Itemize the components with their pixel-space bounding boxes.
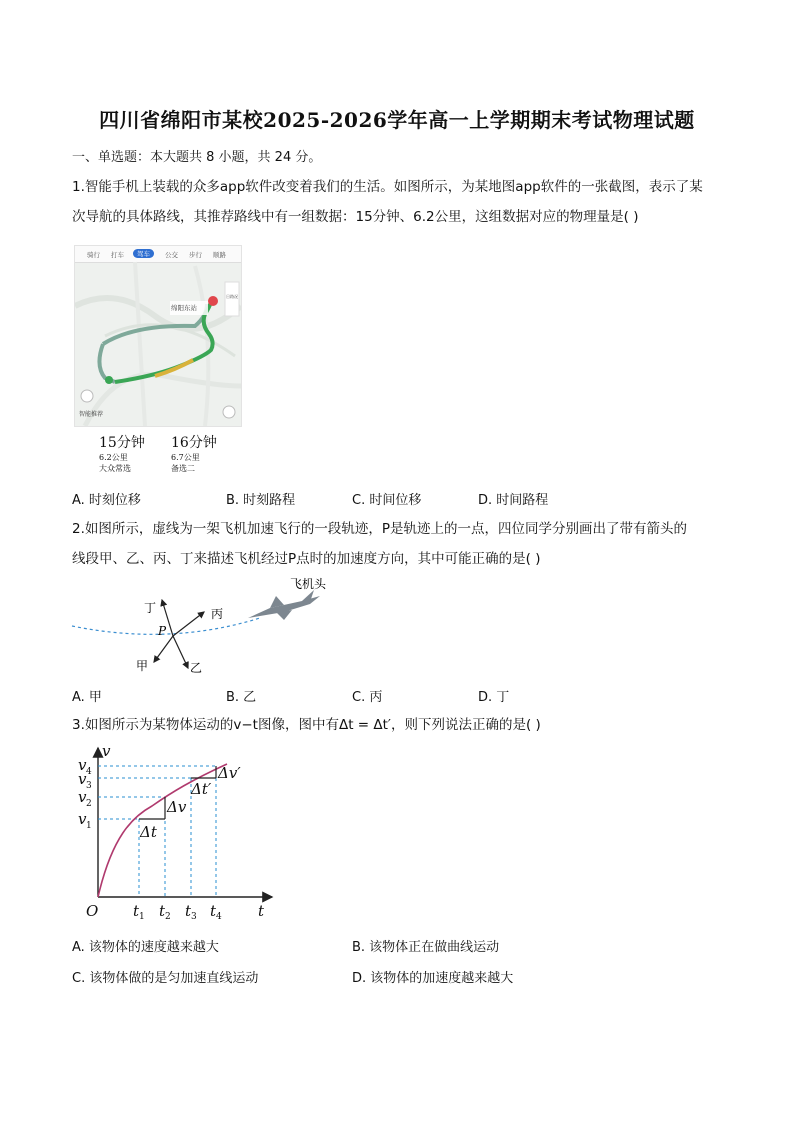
route-option-1 — [99, 432, 145, 474]
map-tab: 打车 — [111, 251, 124, 259]
delta-v-prime-label: Δv′ — [218, 764, 241, 782]
label-jia: 甲 — [136, 659, 149, 673]
t1-subscript: 1 — [139, 912, 145, 922]
q2-option-d: D. 丁 — [478, 690, 510, 705]
question-1-line-2: 次导航的具体路线，其推荐路线中有一组数据：15分钟、6.2公里，这组数据对应的物理量是( ) — [72, 209, 639, 225]
map-canvas — [75, 246, 241, 426]
start-marker — [105, 376, 113, 384]
map-screenshot — [74, 245, 242, 427]
destination-pin-icon — [208, 296, 218, 306]
delta-t-prime-label: Δt′ — [191, 780, 212, 798]
route-1-distance: 6.2公里 — [99, 453, 128, 462]
route-1-tag: 大众常选 — [99, 464, 131, 473]
v2-subscript: 2 — [86, 799, 92, 809]
t-axis-label: t — [258, 902, 265, 920]
vt-graph-figure — [72, 742, 282, 922]
q2-option-a: A. 甲 — [72, 690, 102, 705]
traffic-label: 日路况 — [226, 294, 238, 299]
route-alt — [99, 344, 115, 382]
airplane-icon — [248, 590, 320, 620]
origin-label: O — [86, 902, 99, 920]
t4-label: t — [210, 902, 217, 920]
question-1-line-1: 1.智能手机上装载的众多app软件改变着我们的生活。如图所示，为某地图app软件的一张截图，表示了某 — [72, 179, 703, 195]
label-yi: 乙 — [190, 661, 203, 675]
arrow-bing — [173, 612, 204, 636]
q1-option-c: C. 时间位移 — [352, 493, 422, 508]
point-p-label: P — [158, 624, 167, 638]
t1-label: t — [133, 902, 140, 920]
refresh-icon — [223, 406, 235, 418]
map-tab: 骑行 — [87, 251, 100, 259]
route-2-tag: 备选二 — [171, 464, 195, 473]
label-ding: 丁 — [144, 601, 157, 615]
section-heading: 一、单选题：本大题共 8 小题，共 24 分。 — [72, 150, 322, 165]
route-1-time: 15分钟 — [99, 435, 145, 451]
v1-subscript: 1 — [86, 821, 92, 831]
v-axis-label: v — [102, 742, 111, 760]
t3-subscript: 3 — [191, 912, 197, 922]
t2-label: t — [159, 902, 166, 920]
arrow-yi — [173, 636, 188, 668]
map-tab: 顺路 — [213, 251, 226, 259]
q1-option-d: D. 时间路程 — [478, 493, 549, 508]
q3-option-a: A. 该物体的速度越来越大 — [72, 940, 219, 955]
v1-label: v — [78, 810, 87, 828]
label-bing: 丙 — [211, 607, 224, 621]
locate-icon — [81, 390, 93, 402]
question-2-line-1: 2.如图所示，虚线为一架飞机加速飞行的一段轨迹，P是轨迹上的一点，四位同学分别画出了带有箭头的 — [72, 521, 688, 537]
route-congestion — [155, 360, 193, 376]
airplane-trajectory-figure — [70, 574, 340, 680]
route-2-distance: 6.7公里 — [171, 453, 200, 462]
q3-option-d: D. 该物体的加速度越来越大 — [352, 971, 514, 986]
map-tab: 公交 — [165, 251, 178, 259]
q1-option-a: A. 时刻位移 — [72, 493, 141, 508]
v4-subscript: 4 — [86, 767, 92, 777]
route-2-time: 16分钟 — [171, 435, 217, 451]
v4-label: v — [78, 756, 87, 774]
t4-subscript: 4 — [216, 912, 222, 922]
question-3-line-1: 3.如图所示为某物体运动的v−t图像，图中有Δt = Δt′，则下列说法正确的是( ) — [72, 717, 541, 733]
q1-option-b: B. 时刻路程 — [226, 493, 296, 508]
smart-recommend-label: 智能推荐 — [79, 411, 104, 418]
t3-label: t — [185, 902, 192, 920]
v3-label: v — [78, 770, 87, 788]
q2-option-b: B. 乙 — [226, 690, 257, 705]
map-tab-active: 驾车 — [133, 249, 154, 258]
map-tab: 步行 — [189, 251, 202, 259]
v3-subscript: 3 — [86, 781, 92, 791]
question-2-line-2: 线段甲、乙、丙、丁来描述飞机经过P点时的加速度方向，其中可能正确的是( ) — [72, 551, 541, 567]
map-place-label: 绵阳东站 — [171, 304, 197, 312]
arrow-jia — [154, 636, 173, 662]
t2-subscript: 2 — [165, 912, 171, 922]
q2-option-c: C. 丙 — [352, 690, 383, 705]
q3-option-b: B. 该物体正在做曲线运动 — [352, 940, 500, 955]
q3-option-c: C. 该物体做的是匀加速直线运动 — [72, 971, 259, 986]
delta-v-label: Δv — [167, 798, 187, 816]
airplane-head-label: 飞机头 — [290, 577, 327, 591]
route-option-2 — [171, 432, 217, 474]
page-title: 四川省绵阳市某校2025-2026学年高一上学期期末考试物理试题 — [99, 108, 695, 132]
delta-t-label: Δt — [140, 823, 157, 841]
v2-label: v — [78, 788, 87, 806]
